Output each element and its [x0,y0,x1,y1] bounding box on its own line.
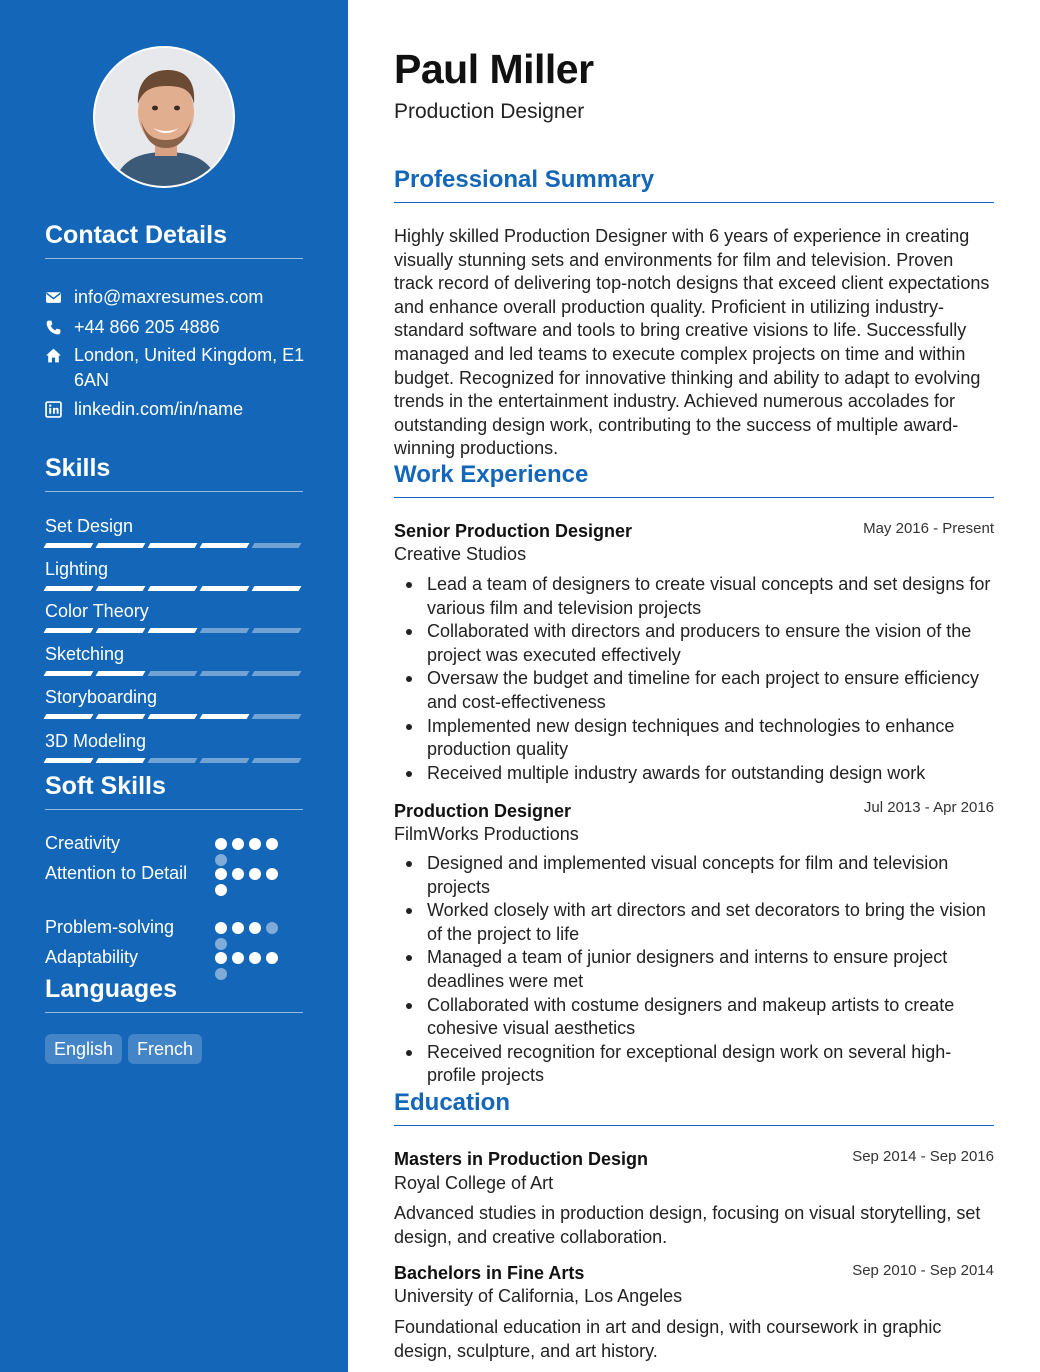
soft-skill-label: Attention to Detail [45,863,188,883]
languages-list [45,1034,202,1064]
rating-dot [215,838,227,850]
skill-level-segment [96,671,146,676]
job-company: FilmWorks Productions [394,824,579,844]
language-chip: French [128,1034,202,1064]
job-bullet: Worked closely with art directors and set decorators to bring the vision of the project to life [394,899,994,946]
skill-label: Lighting [45,559,109,579]
rating-dot [266,952,278,964]
skill-level-segment [200,714,250,719]
experience-heading: Work Experience [394,461,994,498]
skill-level-bar [45,671,303,676]
linkedin-text: linkedin.com/in/name [74,399,244,419]
education-heading: Education [394,1089,994,1126]
job-bullet: Received recognition for exceptional design work on several high-profile projects [394,1041,994,1088]
rating-dot [266,922,278,934]
skill-item [45,600,303,633]
skill-level-segment [44,543,94,548]
skill-level-bar [45,628,303,633]
rating-dot [249,922,261,934]
skill-level-bar [45,586,303,591]
skill-level-segment [200,586,250,591]
contact-linkedin[interactable] [45,397,305,422]
job-dates: Jul 2013 - Apr 2016 [863,799,994,816]
skill-item [45,730,303,763]
address-text: London, United Kingdom, E1 6AN [74,345,305,390]
skill-level-bar [45,758,303,763]
rating-dot [215,922,227,934]
rating-dot [232,868,244,880]
job-title: Senior Production Designer [394,521,633,541]
language-chip: English [45,1034,122,1064]
education-dates: Sep 2010 - Sep 2014 [852,1262,994,1279]
rating-dot [215,884,227,896]
phone-icon [45,315,74,340]
skill-level-segment [252,671,302,676]
home-icon [45,343,74,368]
job-bullet: Oversaw the budget and timeline for each project to ensure efficiency and cost-effectiveness [394,667,994,714]
skill-level-segment [44,586,94,591]
skill-level-segment [148,714,198,719]
soft-skill-rating [215,868,287,896]
job-bullet: Lead a team of designers to create visual concepts and set designs for various film and television projects [394,573,994,620]
degree-title: Masters in Production Design [394,1149,649,1169]
linkedin-icon [45,397,74,422]
rating-dot [215,952,227,964]
email-text: info@maxresumes.com [74,287,264,307]
summary-heading: Professional Summary [394,166,994,203]
skill-level-segment [200,543,250,548]
skill-level-bar [45,714,303,719]
skill-label: Sketching [45,644,125,664]
job-bullet: Designed and implemented visual concepts for film and television projects [394,852,994,899]
skill-level-segment [96,543,146,548]
skill-label: Color Theory [45,601,149,621]
candidate-role: Production Designer [394,100,585,123]
skill-level-segment [96,628,146,633]
candidate-name: Paul Miller [394,46,594,92]
skill-item [45,643,303,676]
job-dates: May 2016 - Present [863,520,994,537]
skill-level-segment [148,628,198,633]
job-bullet: Collaborated with directors and producers to ensure the vision of the project was executed effectively [394,620,994,667]
skill-level-segment [44,671,94,676]
avatar [93,46,235,188]
job-bullet: Received multiple industry awards for outstanding design work [394,762,994,786]
education-description: Foundational education in art and design, with coursework in graphic design, sculpture, and art history. [394,1317,942,1361]
skill-label: 3D Modeling [45,731,147,751]
skill-level-segment [200,628,250,633]
skill-level-bar [45,543,303,548]
skill-level-segment [252,543,302,548]
job-bullets [394,573,994,785]
rating-dot [249,838,261,850]
contact-email[interactable] [45,285,305,310]
sidebar [0,0,348,1372]
school-name: Royal College of Art [394,1173,554,1193]
rating-dot [266,838,278,850]
skill-level-segment [148,586,198,591]
skill-item [45,686,303,719]
education-description: Advanced studies in production design, focusing on visual storytelling, set design, and creative collaboration. [394,1203,981,1247]
rating-dot [249,868,261,880]
education-dates: Sep 2014 - Sep 2016 [852,1148,994,1165]
skill-level-segment [44,758,94,763]
rating-dot [232,922,244,934]
skill-label: Storyboarding [45,687,158,707]
job-bullet: Implemented new design techniques and technologies to enhance production quality [394,715,994,762]
skill-level-segment [148,758,198,763]
skill-level-segment [44,628,94,633]
skill-level-segment [252,586,302,591]
job-bullet: Managed a team of junior designers and interns to ensure project deadlines were met [394,946,994,993]
soft-skill-label: Problem-solving [45,917,175,937]
rating-dot [232,838,244,850]
soft-skill-rating [215,838,287,866]
soft-skill-label: Creativity [45,833,121,853]
skill-item [45,558,303,591]
rating-dot [215,938,227,950]
skill-label: Set Design [45,516,134,536]
skills-heading: Skills [45,454,303,492]
contact-heading: Contact Details [45,221,303,259]
rating-dot [215,868,227,880]
job-bullets [394,852,994,1088]
phone-text: +44 866 205 4886 [74,317,220,337]
job-company: Creative Studios [394,544,527,564]
skill-level-segment [252,714,302,719]
skill-level-segment [148,671,198,676]
skill-level-segment [44,714,94,719]
rating-dot [266,868,278,880]
rating-dot [215,854,227,866]
avatar-photo [95,48,235,188]
summary-text: Highly skilled Production Designer with 6 years of experience in creating visually stunning sets and environments for film and television. Proven track record of delivering top-notch designs that exceed client expectations and enhance overall production quality. Proficient in utilizing industry-standard software and tools to bring creative visions to life. Successfully managed and led teams to execute complex projects on time and within budget. Recognized for innovative thinking and ability to adapt to evolving trends in the entertainment industry. Achieved numerous accolades for outstanding design work, contributing to the success of multiple award-winning productions. [394,226,990,459]
soft-skills-heading: Soft Skills [45,772,303,810]
skill-level-segment [148,543,198,548]
languages-heading: Languages [45,975,303,1013]
job-title: Production Designer [394,801,572,821]
degree-title: Bachelors in Fine Arts [394,1263,585,1283]
skill-item [45,515,303,548]
job-bullet: Collaborated with costume designers and makeup artists to create cohesive visual aesthetics [394,994,994,1041]
contact-phone[interactable] [45,315,305,340]
soft-skill-label: Adaptability [45,947,139,967]
school-name: University of California, Los Angeles [394,1286,683,1306]
rating-dot [232,952,244,964]
contact-address [45,343,305,393]
soft-skill-rating [215,922,287,950]
skill-level-segment [252,758,302,763]
envelope-icon [45,285,74,310]
skill-level-segment [200,758,250,763]
rating-dot [249,952,261,964]
skill-level-segment [200,671,250,676]
skill-level-segment [96,714,146,719]
skill-level-segment [96,758,146,763]
skill-level-segment [96,586,146,591]
skill-level-segment [252,628,302,633]
